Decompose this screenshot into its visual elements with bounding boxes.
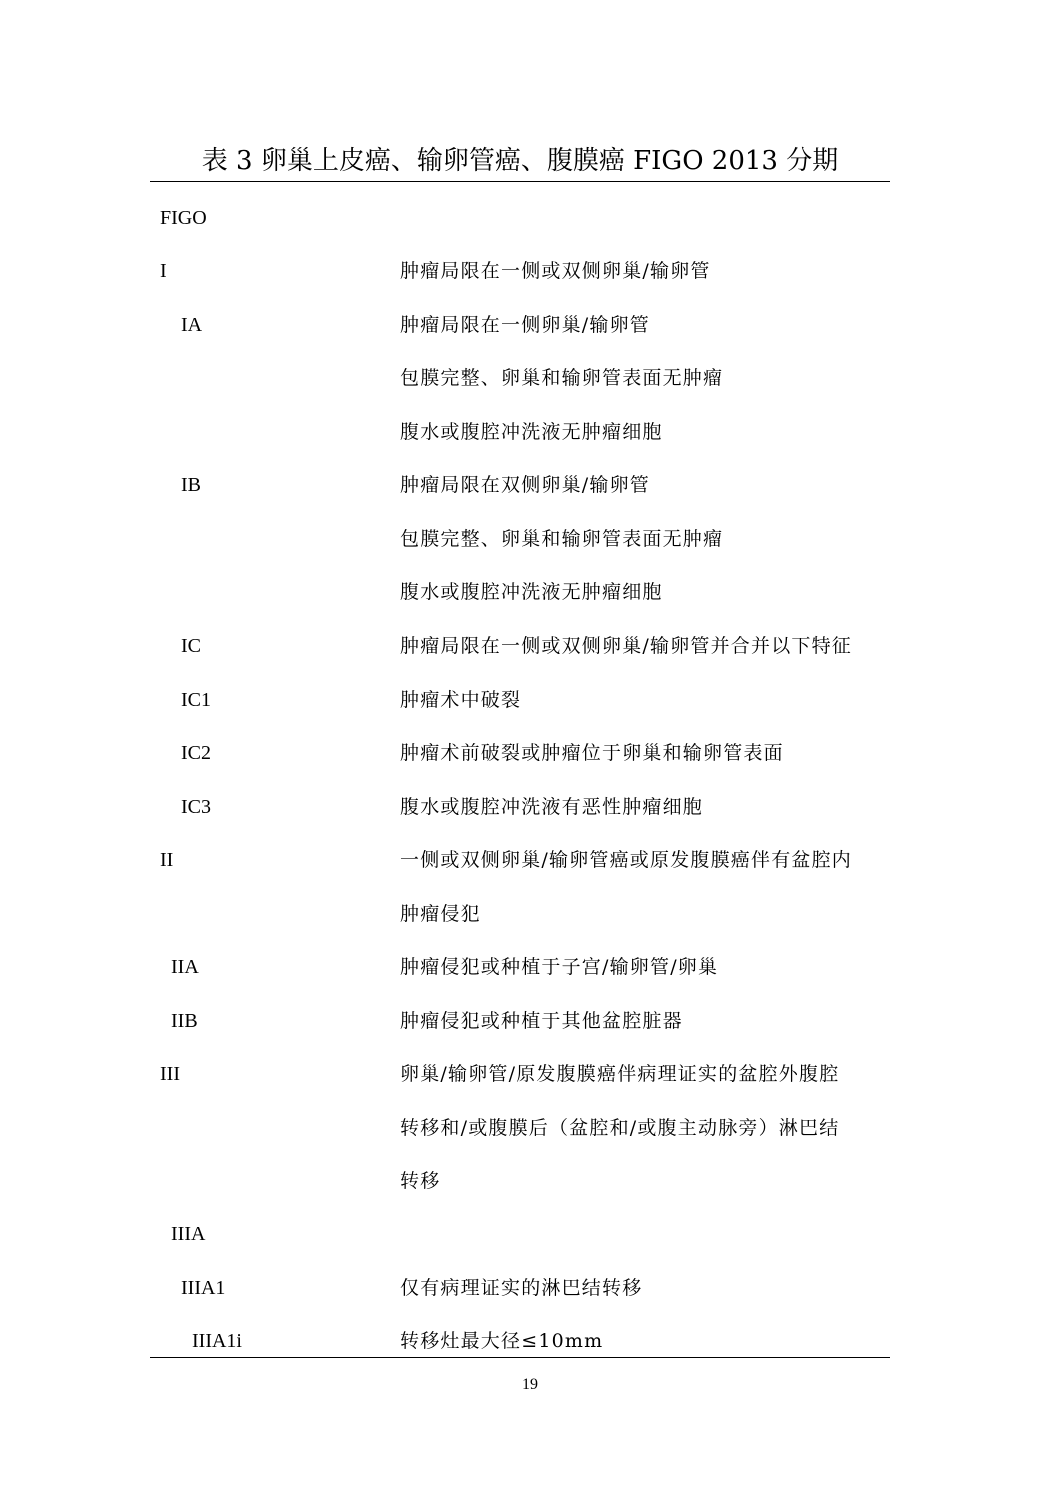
table-row	[0, 519, 1060, 559]
stage-label: IC3	[181, 796, 211, 818]
stage-label: IIIA1i	[192, 1330, 242, 1352]
table-row	[0, 1054, 1060, 1094]
stage-description: 转移	[400, 1170, 441, 1192]
stage-description: 肿瘤术中破裂	[400, 689, 522, 711]
stage-description: 肿瘤术前破裂或肿瘤位于卵巢和输卵管表面	[400, 742, 784, 764]
stage-description: 腹水或腹腔冲洗液有恶性肿瘤细胞	[400, 796, 704, 818]
stage-description: 肿瘤局限在一侧卵巢/输卵管	[400, 314, 651, 336]
stage-description: 肿瘤侵犯或种植于其他盆腔脏器	[400, 1010, 683, 1032]
table-row	[0, 1321, 1060, 1361]
table-row	[0, 305, 1060, 345]
table-bottom-rule	[150, 1357, 890, 1358]
table-row	[0, 626, 1060, 666]
table-header-row	[0, 198, 1060, 238]
stage-description: 腹水或腹腔冲洗液无肿瘤细胞	[400, 421, 663, 443]
stage-label: IC2	[181, 742, 211, 764]
table-row	[0, 1161, 1060, 1201]
stage-description: 肿瘤局限在一侧或双侧卵巢/输卵管并合并以下特征	[400, 635, 853, 657]
stage-label: IB	[181, 474, 201, 496]
table-row	[0, 733, 1060, 773]
stage-description: 转移灶最大径≤10mm	[400, 1330, 604, 1352]
stage-description: 卵巢/输卵管/原发腹膜癌伴病理证实的盆腔外腹腔	[400, 1063, 840, 1085]
table-row	[0, 840, 1060, 880]
page-number: 19	[522, 1376, 538, 1393]
table-row	[0, 465, 1060, 505]
table-row	[0, 251, 1060, 291]
table-row	[0, 1108, 1060, 1148]
table-row	[0, 947, 1060, 987]
table-row	[0, 680, 1060, 720]
table-row	[0, 1268, 1060, 1308]
stage-label: III	[160, 1063, 180, 1085]
stage-label: IIB	[171, 1010, 198, 1032]
table-row	[0, 572, 1060, 612]
table-row	[0, 894, 1060, 934]
stage-description: 肿瘤局限在双侧卵巢/输卵管	[400, 474, 651, 496]
stage-description: 包膜完整、卵巢和输卵管表面无肿瘤	[400, 528, 724, 550]
stage-label: IIA	[171, 956, 199, 978]
stage-description: 仅有病理证实的淋巴结转移	[400, 1277, 643, 1299]
stage-description: 肿瘤局限在一侧或双侧卵巢/输卵管	[400, 260, 711, 282]
stage-label: IA	[181, 314, 203, 336]
stage-description: 肿瘤侵犯或种植于子宫/输卵管/卵巢	[400, 956, 719, 978]
stage-description: 腹水或腹腔冲洗液无肿瘤细胞	[400, 581, 663, 603]
table-row	[0, 787, 1060, 827]
page-title: 表 3 卵巢上皮癌、输卵管癌、腹膜癌 FIGO 2013 分期	[201, 146, 839, 176]
table-row	[0, 1001, 1060, 1041]
column-header-figo: FIGO	[160, 207, 207, 229]
stage-description: 一侧或双侧卵巢/输卵管癌或原发腹膜癌伴有盆腔内	[400, 849, 853, 871]
stage-label: I	[160, 260, 167, 282]
table-row	[0, 412, 1060, 452]
stage-label: II	[160, 849, 174, 871]
stage-description: 包膜完整、卵巢和输卵管表面无肿瘤	[400, 367, 724, 389]
table-row	[0, 358, 1060, 398]
stage-label: IC	[181, 635, 201, 657]
stage-label: IIIA	[171, 1223, 206, 1245]
stage-description: 转移和/或腹膜后（盆腔和/或腹主动脉旁）淋巴结	[400, 1117, 840, 1139]
stage-label: IIIA1	[181, 1277, 226, 1299]
table-row	[0, 1214, 1060, 1254]
stage-label: IC1	[181, 689, 211, 711]
stage-description: 肿瘤侵犯	[400, 903, 481, 925]
